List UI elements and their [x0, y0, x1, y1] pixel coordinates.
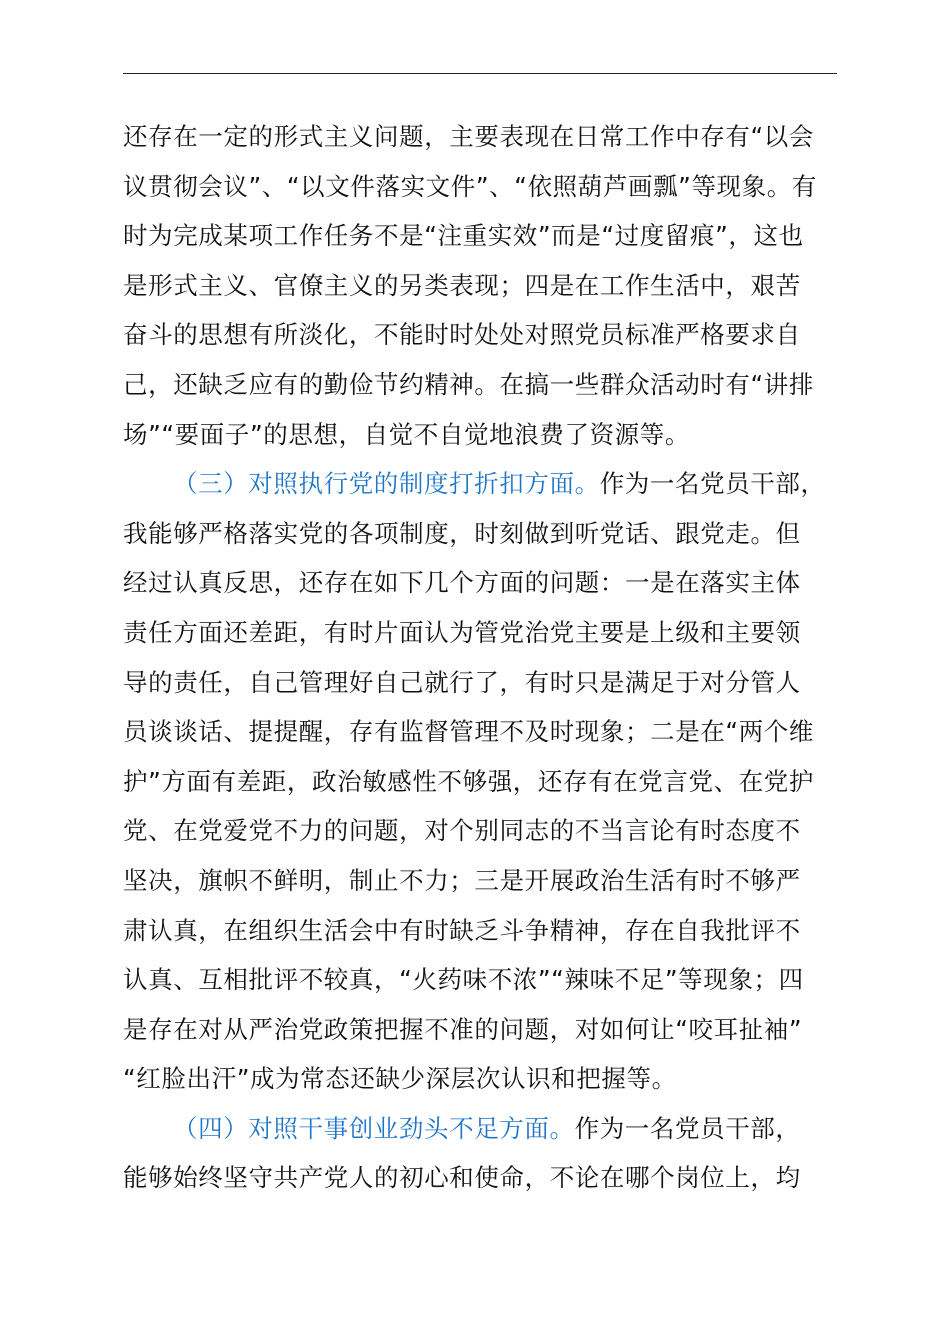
section-3-lead: 作为一名党员干部，: [599, 469, 826, 499]
section-4-lead: 作为一名党员干部，: [574, 1113, 801, 1143]
text-line: 能够始终坚守共产党人的初心和使命，不论在哪个岗位上，均: [123, 1163, 801, 1193]
text-line: 奋斗的思想有所淡化，不能时时处处对照党员标准严格要求自: [123, 320, 801, 350]
text-line: 肃认真，在组织生活会中有时缺乏斗争精神，存在自我批评不: [123, 915, 801, 945]
text-line: 时为完成某项工作任务不是“注重实效”而是“过度留痕”，这也: [123, 221, 804, 251]
text-line: 坚决，旗帜不鲜明，制止不力；三是开展政治生活有时不够严: [123, 865, 801, 895]
text-line: 是存在对从严治党政策把握不准的问题，对如何让“咬耳扯袖”: [123, 1014, 803, 1044]
header-rule: [123, 73, 837, 74]
section-4-heading: （四）对照干事创业劲头不足方面。: [173, 1113, 575, 1143]
text-line: 员谈谈话、提提醒，存有监督管理不及时现象；二是在“两个维: [123, 717, 814, 747]
text-line: 是形式主义、官僚主义的另类表现；四是在工作生活中，艰苦: [123, 270, 801, 300]
section-3-first-line: [123, 459, 837, 509]
text-line: 还存在一定的形式主义问题，主要表现在日常工作中存有“以会: [123, 122, 814, 151]
body-text: [123, 112, 837, 1203]
text-line: 我能够严格落实党的各项制度，时刻做到听党话、跟党走。但: [123, 518, 801, 548]
text-line: “红脸出汗”成为常态还缺少深层次认识和把握等。: [123, 1064, 677, 1094]
text-line: 认真、互相批评不较真，“火药味不浓”“辣味不足”等现象；四: [123, 965, 804, 995]
text-line: 经过认真反思，还存在如下几个方面的问题：一是在落实主体: [123, 568, 801, 598]
text-line: 场”“要面子”的思想，自觉不自觉地浪费了资源等。: [123, 419, 690, 449]
text-line: 己，还缺乏应有的勤俭节约精神。在搞一些群众活动时有“讲排: [123, 369, 814, 399]
text-line: 责任方面还差距，有时片面认为管党治党主要是上级和主要领: [123, 617, 801, 647]
section-3-heading: （三）对照执行党的制度打折扣方面。: [173, 469, 600, 499]
text-line: 导的责任，自己管理好自己就行了，有时只是满足于对分管人: [123, 667, 801, 697]
text-line: 议贯彻会议”、“以文件落实文件”、“依照葫芦画瓢”等现象。有: [123, 171, 817, 201]
text-line: 护”方面有差距，政治敏感性不够强，还存有在党言党、在党护: [123, 766, 814, 796]
text-line: 党、在党爱党不力的问题，对个别同志的不当言论有时态度不: [123, 816, 801, 846]
section-4-first-line: [123, 1104, 837, 1154]
